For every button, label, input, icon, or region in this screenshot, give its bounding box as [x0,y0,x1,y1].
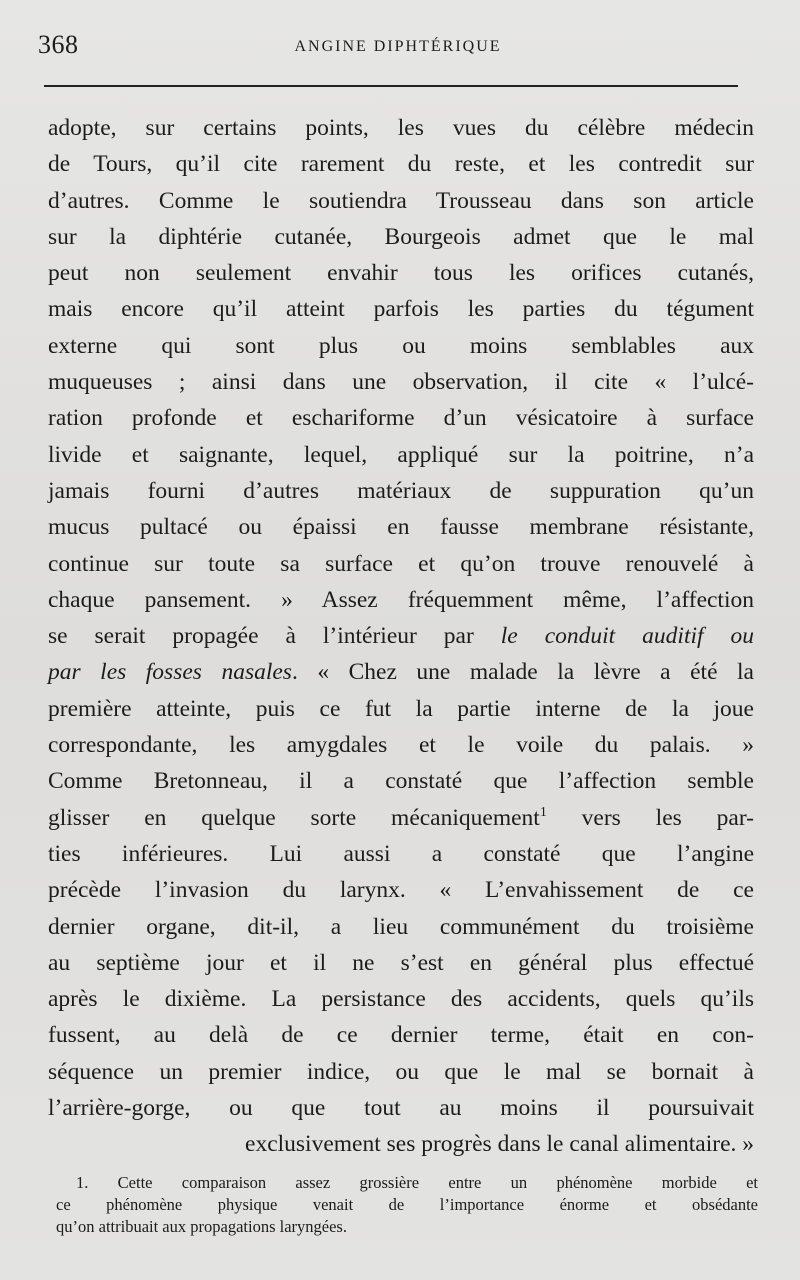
text-line: peut non seulement envahir tous les orifices cutanés, [48,260,754,287]
italic-phrase: par les fosses nasales [48,659,292,686]
body-text [48,110,754,1163]
text-line: sur la diphtérie cutanée, Bourgeois admet que le mal [48,223,754,250]
text-line: au septième jour et il ne s’est en général plus effectué [48,949,754,976]
text-line: ties inférieures. Lui aussi a constaté que l’angine [48,840,754,867]
text-line: fussent, au delà de ce dernier terme, était en con- [48,1022,754,1049]
text-line: précède l’invasion du larynx. « L’envahissement de ce [48,877,754,904]
footnote-reference: 1 [539,804,547,820]
text-line: l’arrière-gorge, ou que tout au moins il poursuivait [48,1095,754,1122]
header-rule [44,85,738,87]
text-segment: se serait propagée à l’intérieur par [48,623,474,650]
text-segment: glisser en quelque sorte mécaniquement [48,804,540,831]
text-line: ration profonde et eschariforme d’un vésicatoire à surface [48,405,754,432]
footnote-line: 1. Cette comparaison assez grossière entre un phénomène morbide et [76,1173,758,1192]
footnote-line: qu’on attribuait aux propagations laryngées. [56,1217,347,1236]
footnote [56,1172,758,1238]
text-line: séquence un premier indice, ou que le mal se bornait à [48,1058,754,1085]
text-line: livide et saignante, lequel, appliqué sur la poitrine, n’a [48,441,754,468]
text-line: mucus pultacé ou épaissi en fausse membrane résistante, [48,514,754,541]
text-line: première atteinte, puis ce fut la partie interne de la joue [48,695,754,722]
text-line-with-italic [48,618,754,654]
text-line-with-italic [48,654,754,690]
text-line: adopte, sur certains points, les vues du célèbre médecin [48,115,754,141]
text-line: mais encore qu’il atteint parfois les parties du tégument [48,296,754,323]
text-line: jamais fourni d’autres matériaux de suppuration qu’un [48,477,754,504]
text-line: d’autres. Comme le soutiendra Trousseau dans son article [48,187,754,214]
text-line: externe qui sont plus ou moins semblables aux [48,332,754,359]
text-line: chaque pansement. » Assez fréquemment même, l’affection [48,586,754,613]
text-segment: . « Chez une malade la lèvre a été la [291,659,754,686]
running-title: ANGINE DIPHTÉRIQUE [294,38,502,55]
text-line: correspondante, les amygdales et le voile du palais. » [48,732,754,759]
text-line: dernier organe, dit-il, a lieu communément du troisième [48,913,754,940]
text-line-with-footnote-ref [48,800,754,836]
text-line: exclusivement ses progrès dans le canal alimentaire. » [245,1131,754,1158]
page-number: 368 [38,30,79,59]
text-line: de Tours, qu’il cite rarement du reste, et les contredit sur [48,151,754,178]
text-line: continue sur toute sa surface et qu’on trouve renouvelé à [48,550,754,577]
text-line: après le dixième. La persistance des accidents, quels qu’ils [48,986,754,1013]
italic-phrase: le conduit auditif ou [500,623,754,650]
page-header [36,30,760,70]
text-line: muqueuses ; ainsi dans une observation, il cite « l’ulcé- [48,369,754,396]
text-segment: vers les par- [546,804,755,831]
footnote-line: ce phénomène physique venait de l’importance énorme et obsédante [56,1195,758,1214]
text-line: Comme Bretonneau, il a constaté que l’affection semble [48,768,754,795]
